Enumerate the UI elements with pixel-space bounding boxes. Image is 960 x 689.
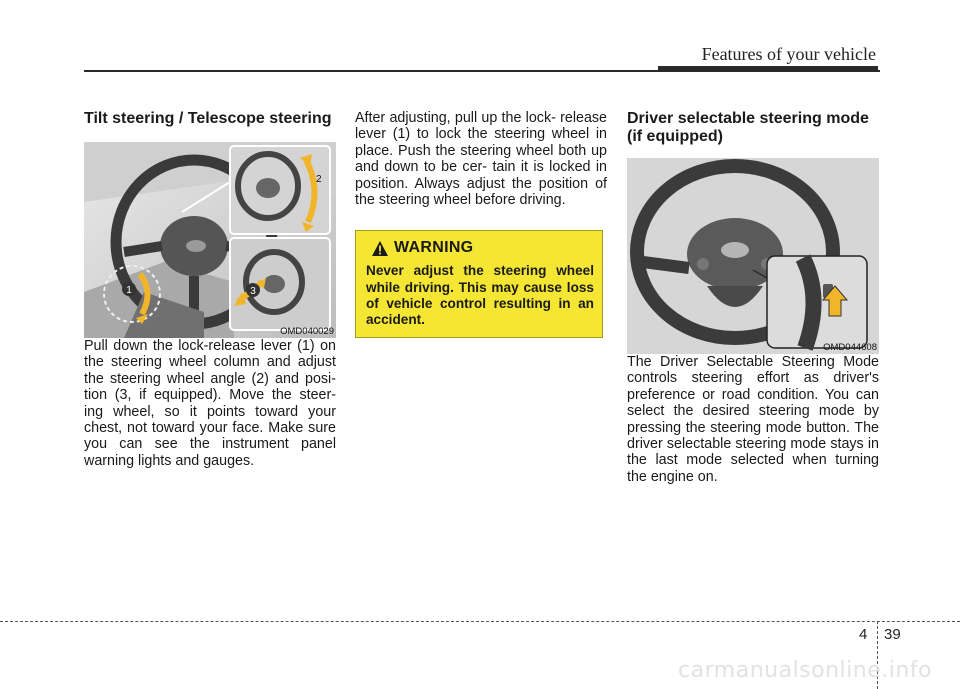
- warning-box: [355, 230, 603, 338]
- figure-code: OMD044608: [823, 342, 877, 353]
- paragraph-after-adjusting: After adjusting, pull up the lock- release lever (1) to lock the steering wheel in place. Push the steering wheel both up and down to be cer- tain it is locked in position. Always adjust the position of the steering wheel before driving.: [355, 110, 607, 209]
- column-steering-mode: [627, 110, 879, 485]
- watermark: carmanualsonline.info: [678, 658, 932, 683]
- section-title: Features of your vehicle: [701, 44, 876, 64]
- paragraph-tilt-steering: Pull down the lock-release lever (1) on the steering wheel column and adjust the steering wheel angle (2) and posi- tion (3, if equipped). Move the steer- ing wheel, so it points toward your chest, not toward your face. Make sure you can see the instrument panel warning lights and gauges.: [84, 338, 336, 469]
- callout-2: 2: [316, 174, 322, 185]
- callout-3: 3: [250, 286, 256, 297]
- warning-triangle-icon: [372, 241, 388, 256]
- steering-illustration: [84, 142, 336, 338]
- figure-steering-mode: [627, 158, 879, 354]
- heading-tilt-steering: Tilt steering / Telescope steering: [84, 110, 332, 127]
- column-adjusting: [355, 110, 607, 338]
- column-tilt-steering: [84, 110, 336, 469]
- figure-code: OMD040029: [280, 326, 334, 337]
- warning-text: Never adjust the steering wheel while driving. This may cause loss of vehicle control resulting in an accident.: [366, 263, 594, 328]
- callout-1: 1: [126, 285, 132, 296]
- warning-title: WARNING: [394, 239, 474, 257]
- paragraph-steering-mode: The Driver Selectable Steering Mode controls steering effort as driver's preference or road condition. You can select the desired steering mode by pressing the steering mode button. The driver selectable steering mode stays in the last mode selected when turning the engine on.: [627, 354, 879, 485]
- steering-mode-illustration: [627, 158, 879, 354]
- footer-rule: [0, 621, 960, 622]
- page-number: 39: [884, 626, 901, 643]
- chapter-number: 4: [859, 626, 868, 643]
- figure-tilt-steering: [84, 142, 336, 338]
- header-rule-accent: [658, 66, 878, 72]
- heading-steering-mode: Driver selectable steering mode (if equipped): [627, 110, 869, 145]
